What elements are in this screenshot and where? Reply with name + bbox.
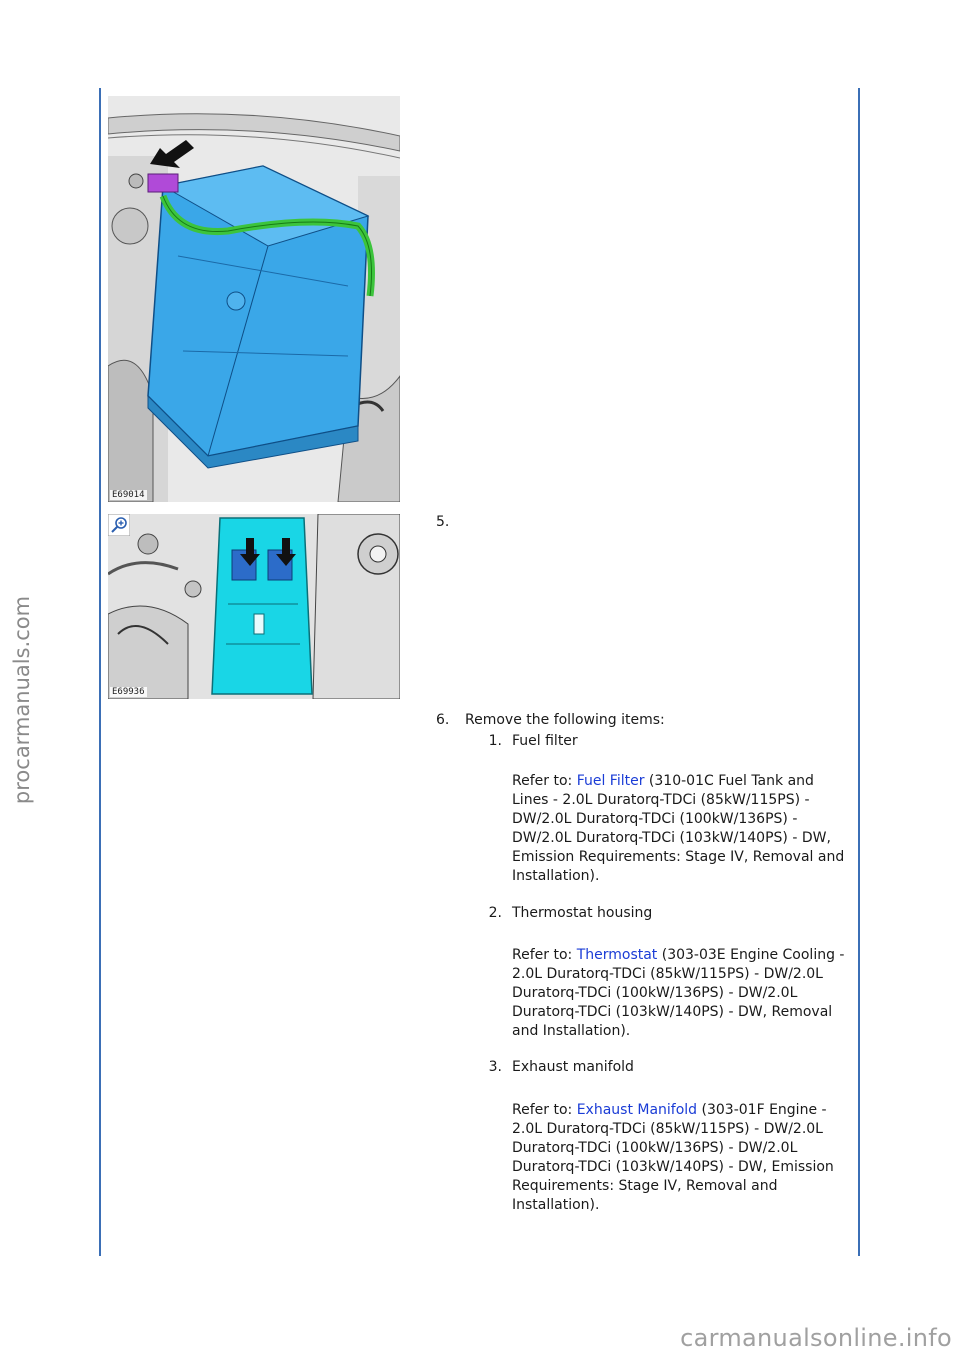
figure-code: E69936 <box>112 687 145 697</box>
item-1-label: Fuel filter <box>512 733 578 749</box>
right-margin-rule <box>858 88 860 1256</box>
step-5-number: 5. <box>436 514 450 530</box>
refer-prefix: Refer to: <box>512 1102 577 1118</box>
figure-battery <box>108 96 400 502</box>
refer-suffix: (303-01F Engine - 2.0L Duratorq-TDCi (85kW/115PS) - DW/2.0L Duratorq-TDCi (100kW/136PS) - DW/2.0L Duratorq-TDCi (103kW/140PS) - DW, Emission Requirements: Stage IV, Removal and Installation). <box>512 1102 834 1213</box>
refer-prefix: Refer to: <box>512 947 577 963</box>
item-3-reference <box>512 1101 847 1215</box>
side-watermark <box>2 560 42 840</box>
item-1-reference <box>512 772 847 886</box>
refer-prefix: Refer to: <box>512 773 577 789</box>
thermostat-link[interactable]: Thermostat <box>576 947 658 963</box>
refer-suffix: (310-01C Fuel Tank and Lines - 2.0L Duratorq-TDCi (85kW/115PS) - DW/2.0L Duratorq-TDCi (100kW/136PS) - DW/2.0L Duratorq-TDCi (103kW/140PS) - DW, Emission Requirements: Stage IV, Removal and Installation). <box>512 773 845 884</box>
bottom-watermark: carmanualsonline.info <box>680 1324 952 1352</box>
battery-illustration <box>108 96 400 502</box>
figure-code: E69014 <box>112 490 145 500</box>
step-6-text: Remove the following items: <box>465 712 665 728</box>
item-2-reference <box>512 946 847 1041</box>
step-6-number: 6. <box>436 712 450 728</box>
side-watermark-text: procarmanuals.com <box>10 595 34 805</box>
item-1-number: 1. <box>488 733 502 749</box>
item-2-number: 2. <box>488 905 502 921</box>
magnify-icon[interactable] <box>108 514 130 536</box>
battery-tray-illustration <box>108 514 400 699</box>
item-3-label: Exhaust manifold <box>512 1059 634 1075</box>
left-margin-rule <box>99 88 101 1256</box>
exhaust-manifold-link[interactable]: Exhaust Manifold <box>576 1102 698 1118</box>
refer-suffix: (303-03E Engine Cooling - 2.0L Duratorq-TDCi (85kW/115PS) - DW/2.0L Duratorq-TDCi (100kW/136PS) - DW/2.0L Duratorq-TDCi (103kW/140PS) - DW, Removal and Installation). <box>512 947 845 1039</box>
figure-battery-tray <box>108 514 400 699</box>
item-3-number: 3. <box>488 1059 502 1075</box>
fuel-filter-link[interactable]: Fuel Filter <box>576 773 645 789</box>
item-2-label: Thermostat housing <box>512 905 653 921</box>
